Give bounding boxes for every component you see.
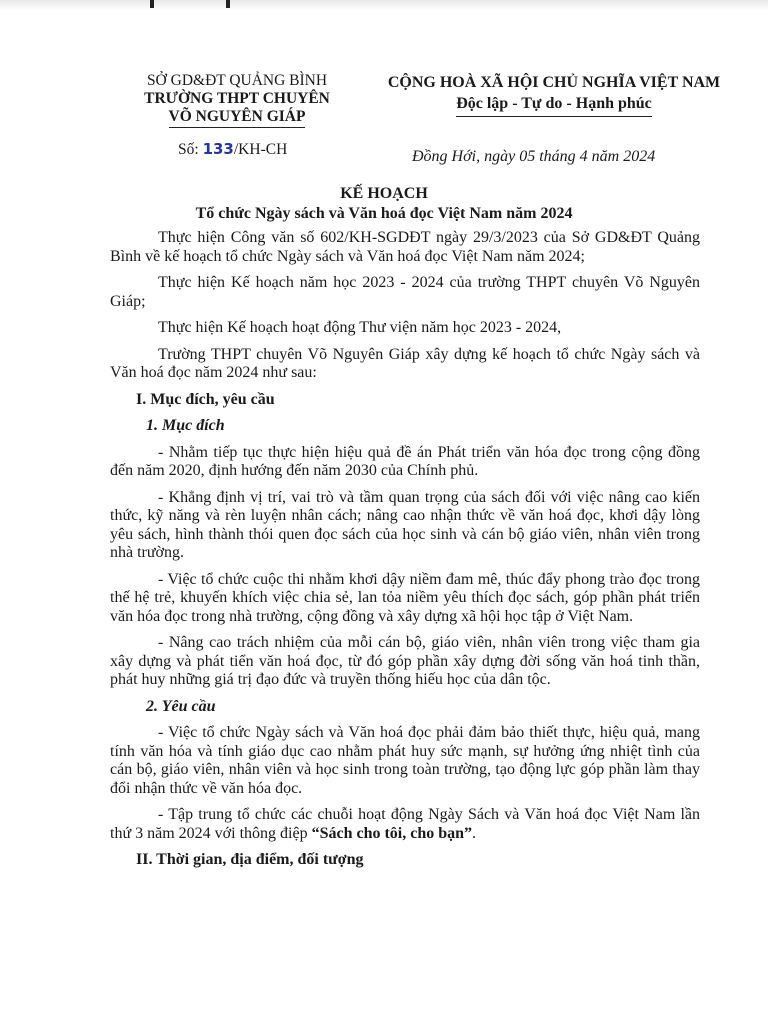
- intro-paragraph: Thực hiện Kế hoạch hoạt động Thư viện năm học 2023 - 2024,: [158, 319, 562, 336]
- intro-paragraph: Thực hiện Kế hoạch năm học 2023 - 2024 của trường THPT chuyên Võ Nguyên Giáp;: [110, 274, 700, 310]
- subsection-heading: 1. Mục đích: [146, 417, 225, 434]
- document-title: KẾ HOẠCH: [340, 185, 428, 202]
- school-name-line1: TRƯỜNG THPT CHUYÊN: [144, 90, 330, 107]
- list-item: - Khẳng định vị trí, vai trò và tầm quan trọng của sách đối với việc nâng cao kiến thức, kỹ năng và rèn luyện nhân cách; nâng cao nhận thức về văn hoá đọc, khơi dậy lòng yêu sách, hình thành thói quen đọc sách của học sinh và cán bộ giáo viên, nhân viên trong nhà trường.: [110, 488, 700, 561]
- doc-number-prefix: Số:: [178, 141, 203, 158]
- list-item: - Nhằm tiếp tục thực hiện hiệu quả đề án Phát triển văn hóa đọc trong cộng đồng đến năm 2020, định hướng đến năm 2030 của Chính phủ.: [110, 443, 700, 479]
- department-name: SỞ GD&ĐT QUẢNG BÌNH: [146, 72, 328, 89]
- issuer-block: [112, 72, 362, 128]
- list-item: - Nâng cao trách nhiệm của mỗi cán bộ, giáo viên, nhân viên trong việc tham gia xây dựng và phát tiển văn hoá đọc, từ đó góp phần xây dựng đời sống văn hoá tinh thần, phát huy những giá trị đạo đức và truyền thống hiếu học của dân tộc.: [110, 634, 700, 688]
- intro-paragraph: Thực hiện Công văn số 602/KH-SGDĐT ngày 29/3/2023 của Sở GD&ĐT Quảng Bình về kế hoạch tổ chức Ngày sách và Văn hoá đọc Việt Nam năm 2024;: [110, 229, 700, 265]
- motto: Độc lập - Tự do - Hạnh phúc: [456, 93, 652, 117]
- slogan-text: “Sách cho tôi, cho bạn”: [311, 824, 473, 842]
- document-body: [110, 229, 700, 878]
- document-date: Đồng Hới, ngày 05 tháng 4 năm 2024: [412, 148, 656, 165]
- scan-mark: [226, 0, 230, 8]
- national-motto-block: [372, 72, 736, 117]
- country-name: CỘNG HOÀ XÃ HỘI CHỦ NGHĨA VIỆT NAM: [387, 74, 721, 91]
- intro-paragraph: Trường THPT chuyên Võ Nguyên Giáp xây dựng kế hoạch tổ chức Ngày sách và Văn hoá đọc năm 2024 như sau:: [110, 345, 700, 381]
- section-heading: II. Thời gian, địa điểm, đối tượng: [136, 851, 364, 868]
- list-item-end: .: [472, 824, 477, 842]
- list-item: - Việc tổ chức Ngày sách và Văn hoá đọc phải đảm bảo thiết thực, hiệu quả, mang tính văn hóa và tính giáo dục cao nhằm phát huy sức mạnh, sự hưởng ứng nhiệt tình của cán bộ, giáo viên, nhân viên và học sinh trong toàn trường, tạo động lực góp phần làm thay đổi nhận thức về văn hóa đọc.: [110, 724, 700, 797]
- doc-number-suffix: /KH-CH: [233, 141, 288, 158]
- section-heading: I. Mục đích, yêu cầu: [136, 390, 275, 408]
- subsection-heading: 2. Yêu cầu: [146, 697, 216, 715]
- scan-top-edge: [0, 0, 768, 10]
- scan-mark: [150, 0, 154, 8]
- doc-number-handwritten: 133: [202, 140, 234, 158]
- document-subtitle: Tổ chức Ngày sách và Văn hoá đọc Việt Nam năm 2024: [195, 205, 573, 222]
- school-name-line2: VÕ NGUYÊN GIÁP: [169, 108, 306, 128]
- list-item: [110, 806, 700, 843]
- list-item-text: - Tập trung tổ chức các chuỗi hoạt động Ngày Sách và Văn hoá đọc Việt Nam lần thứ 3 năm 2024 với thông điệp: [110, 806, 700, 842]
- list-item: - Việc tổ chức cuộc thi nhằm khơi dậy niềm đam mê, thúc đẩy phong trào đọc trong thế hệ trẻ, khuyến khích việc chia sẻ, lan tỏa niềm yêu thích đọc sách, góp phần phát triển văn hóa đọc trong nhà trường, cộng đồng và xây dựng xã hội học tập ở Việt Nam.: [110, 570, 700, 625]
- document-number: [178, 140, 287, 159]
